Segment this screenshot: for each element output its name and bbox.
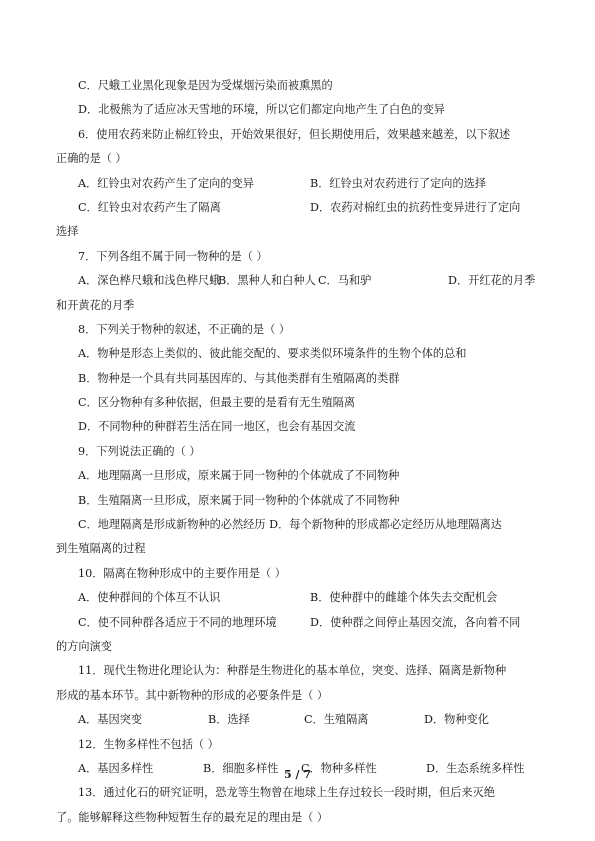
text-line: D．北极熊为了适应冰天雪地的环境，所以它们都定向地产生了白色的变异 xyxy=(78,103,445,117)
question-12: 12．生物多样性不包括（ ） xyxy=(78,737,219,751)
option-b: B．生殖隔离一旦形成，原来属于同一物种的个体就成了不同物种 xyxy=(78,493,400,507)
question-8: 8．下列关于物种的叙述，不正确的是（ ） xyxy=(78,322,291,336)
text-line: 和开黄花的月季 xyxy=(56,298,135,312)
option-c: C．区分物种有多种依据，但最主要的是看有无生殖隔离 xyxy=(78,396,356,410)
options-row xyxy=(56,172,542,196)
option-b: B．选择 xyxy=(208,713,250,727)
text-line: 选择 xyxy=(56,225,79,239)
option-a: A．基因突变 xyxy=(78,713,143,727)
option-b: B．黑种人和白种人 xyxy=(218,274,316,288)
option-b: B．红铃虫对农药进行了定向的选择 xyxy=(310,176,487,190)
text-line: C．尺蛾工业黑化现象是因为受煤烟污染而被熏黑的 xyxy=(78,79,333,92)
text-line: 正确的是（ ） xyxy=(56,152,127,166)
option-d: D．开红花的月季 xyxy=(448,274,536,288)
option-d: D．生态系统多样性 xyxy=(426,761,525,775)
option-d: D．物种变化 xyxy=(424,713,489,727)
option-a: A．地理隔离一旦形成，原来属于同一物种的个体就成了不同物种 xyxy=(78,469,400,483)
question-7: 7．下列各组不属于同一物种的是（ ） xyxy=(78,249,268,263)
options-row xyxy=(56,586,542,610)
option-b: B．使种群中的雌雄个体失去交配机会 xyxy=(310,591,498,605)
option-a: A．深色桦尺蛾和浅色桦尺蛾 xyxy=(78,274,221,288)
option-d: D．不同物种的种群若生活在同一地区，也会有基因交流 xyxy=(78,420,356,434)
option-d: D．农药对棉红虫的抗药性变异进行了定向 xyxy=(310,200,521,214)
option-a: A．物种是形态上类似的、彼此能交配的、要求类似环境条件的生物个体的总和 xyxy=(78,347,467,361)
page-number: 5 / 7 xyxy=(284,768,311,781)
question-13: 13．通过化石的研究证明，恐龙等生物曾在地球上生存过较长一段时期，但后来灭绝 xyxy=(78,786,495,800)
option-a: A．基因多样性 xyxy=(78,761,154,775)
option-c: C．生殖隔离 xyxy=(304,713,369,727)
text-line: 了。能够解释这些物种短暂生存的最充足的理由是（ ） xyxy=(56,810,329,824)
question-9: 9．下列说法正确的（ ） xyxy=(78,444,201,458)
option-b: B．细胞多样性 xyxy=(203,761,279,775)
option-c: C．马和驴 xyxy=(318,274,372,288)
option-c: C．红铃虫对农药产生了隔离 xyxy=(78,200,221,214)
option-d: D．使种群之间停止基因交流，各向着不同 xyxy=(310,615,521,629)
question-body xyxy=(56,74,542,830)
option-a: A．使种群间的个体互不认识 xyxy=(78,591,221,605)
option-b: B．物种是一个具有共同基因库的、与其他类群有生殖隔离的类群 xyxy=(78,371,400,385)
options-row xyxy=(56,611,542,635)
options-row xyxy=(56,708,542,732)
question-10: 10．隔离在物种形成中的主要作用是（ ） xyxy=(78,566,286,580)
text-line: 的方向演变 xyxy=(56,639,112,653)
option-c: C．使不同种群各适应于不同的地理环境 xyxy=(78,615,277,629)
option-c: C．物种多样性 xyxy=(301,761,377,775)
option-cd: C．地理隔离是形成新物种的必然经历 D．每个新物种的形成都必定经历从地理隔离达 xyxy=(78,518,502,532)
text-line: 形成的基本环节。其中新物种的形成的必要条件是（ ） xyxy=(56,688,329,702)
text-line: 到生殖隔离的过程 xyxy=(56,542,146,556)
options-row xyxy=(56,269,542,293)
options-row xyxy=(56,196,542,220)
question-11: 11．现代生物进化理论认为：种群是生物进化的基本单位，突变、选择、隔离是新物种 xyxy=(78,664,507,678)
question-6: 6．使用农药来防止棉红铃虫，开始效果很好，但长期使用后，效果越来越差，以下叙述 xyxy=(78,127,511,141)
option-a: A．红铃虫对农药产生了定向的变异 xyxy=(78,176,254,190)
